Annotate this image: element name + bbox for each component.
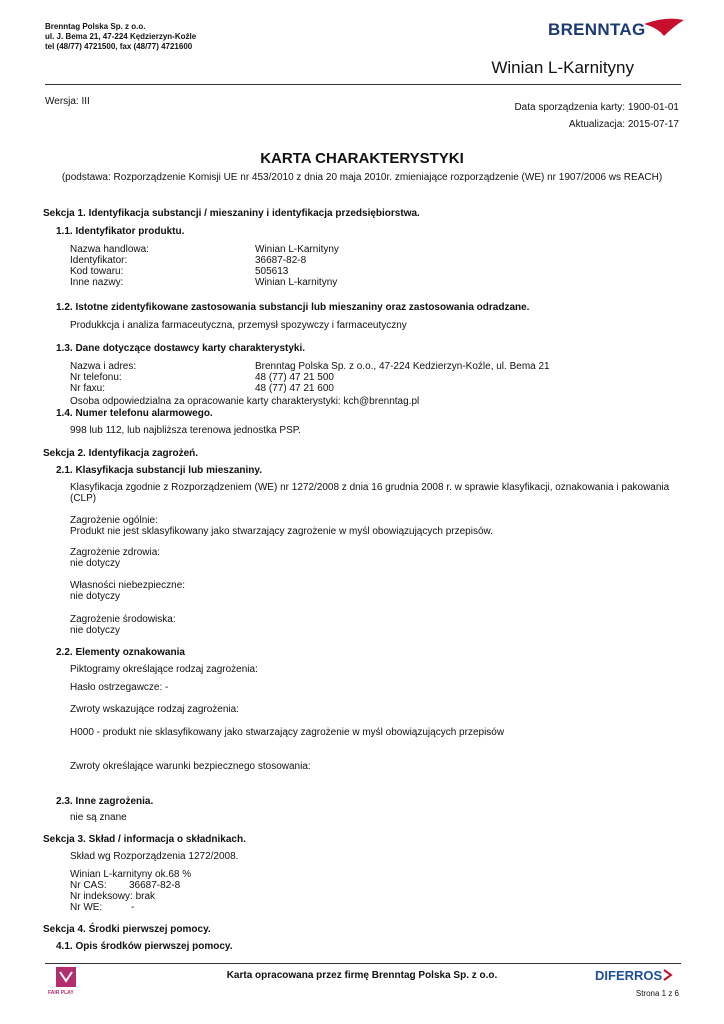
we-row <box>70 902 191 913</box>
value-product-code: 505613 <box>255 266 289 277</box>
diferros-text: DIFERROS <box>595 968 663 983</box>
footer-divider <box>45 963 681 964</box>
value-phone: 48 (77) 47 21 500 <box>255 372 334 383</box>
environmental-hazard-label: Zagrożenie środowiska: <box>70 614 176 625</box>
product-title: Winian L-Karnityny <box>491 58 634 77</box>
general-hazard-text: Produkt nie jest sklasyfikowany jako stwarzający zagrożenie w myśl obowiązujących przepisów. <box>70 526 493 537</box>
updated-date: Aktualizacja: 2015-07-17 <box>568 119 679 130</box>
value-name-address: Brenntag Polska Sp. z o.o., 47-224 Kedzierzyn-Koźle, ul. Bema 21 <box>255 361 550 372</box>
section-1-title: Sekcja 1. Identyfikacja substancji / mieszaniny i identyfikacja przedsiębiorstwa. <box>43 208 420 219</box>
component-block <box>70 869 191 913</box>
section-4-1-title: 4.1. Opis środków pierwszej pomocy. <box>56 941 233 952</box>
pictograms-text: Piktogramy określające rodzaj zagrożenia: <box>70 664 258 675</box>
health-hazard <box>70 547 160 569</box>
supplier-values <box>255 361 550 394</box>
classification-text <box>70 482 669 504</box>
we-label: Nr WE: <box>70 902 103 913</box>
section-1-1-title: 1.1. Identyfikator produktu. <box>56 226 185 237</box>
emergency-phone-text: 998 lub 112, lub najbliższa terenowa jednostka PSP. <box>70 425 301 436</box>
environmental-hazard <box>70 614 176 636</box>
brenntag-logo <box>548 14 686 54</box>
composition-text: Skład wg Rozporządzenia 1272/2008. <box>70 851 239 862</box>
section-2-2-title: 2.2. Elementy oznakowania <box>56 647 185 658</box>
value-identifier: 36687-82-8 <box>255 255 307 266</box>
company-phone: tel (48/77) 4721500, fax (48/77) 4721600 <box>45 42 193 51</box>
classification-line-2: (CLP) <box>70 493 97 504</box>
company-name: Brenntag Polska Sp. z o.o. <box>45 22 146 31</box>
dates <box>514 99 679 133</box>
version: Wersja: III <box>45 96 90 107</box>
health-hazard-text: nie dotyczy <box>70 558 121 569</box>
product-id-values <box>255 244 339 288</box>
section-2-title: Sekcja 2. Identyfikacja zagrożeń. <box>43 448 199 459</box>
label-product-code: Kod towaru: <box>70 266 124 277</box>
value-trade-name: Winian L-Karnityny <box>255 244 339 255</box>
section-4-title: Sekcja 4. Środki pierwszej pomocy. <box>43 924 211 935</box>
p-phrases-label: Zwroty określające warunki bezpiecznego stosowania: <box>70 761 311 772</box>
document-title: KARTA CHARAKTERYSTYKI <box>260 150 464 167</box>
diferros-arrow-icon <box>663 969 673 981</box>
created-date: Data sporządzenia karty: 1900-01-01 <box>514 102 679 113</box>
fair-play-label: FAIR PLAY <box>48 990 74 996</box>
label-other-names: Inne nazwy: <box>70 277 124 288</box>
value-fax: 48 (77) 47 21 600 <box>255 383 334 394</box>
dangerous-properties-text: nie dotyczy <box>70 591 121 602</box>
label-phone: Nr telefonu: <box>70 372 122 383</box>
h-phrases-label: Zwroty wskazujące rodzaj zagrożenia: <box>70 704 239 715</box>
logo-text: BRENNTAG <box>548 20 646 39</box>
section-3-title: Sekcja 3. Skład / informacja o składnikach. <box>43 834 246 845</box>
section-1-4-title: 1.4. Numer telefonu alarmowego. <box>56 408 213 419</box>
product-id-labels <box>70 244 149 288</box>
label-name-address: Nazwa i adres: <box>70 361 137 372</box>
general-hazard-label: Zagrożenie ogólnie: <box>70 515 158 526</box>
footer-text: Karta opracowana przez firmę Brenntag Polska Sp. z o.o. <box>226 970 498 981</box>
logo-swoosh-icon <box>548 14 686 54</box>
health-hazard-label: Zagrożenie zdrowia: <box>70 547 161 558</box>
section-1-2-title: 1.2. Istotne zidentyfikowane zastosowania substancji lub mieszaniny oraz zastosowania odradzane. <box>56 302 530 313</box>
signal-word: Hasło ostrzegawcze: - <box>70 682 169 693</box>
environmental-hazard-text: nie dotyczy <box>70 625 121 636</box>
company-street: ul. J. Bema 21, 47-224 Kędzierzyn-Koźle <box>45 32 197 41</box>
h000-statement: H000 - produkt nie sklasyfikowany jako stwarzający zagrożenie w myśl obowiązujących przepisów <box>70 727 505 738</box>
page-number: Strona 1 z 6 <box>635 989 679 998</box>
section-2-1-title: 2.1. Klasyfikacja substancji lub mieszaniny. <box>56 465 263 476</box>
diferros-logo <box>595 968 673 983</box>
component-name: Winian L-karnityny ok.68 % <box>70 869 192 880</box>
general-hazard <box>70 515 493 537</box>
section-2-3-title: 2.3. Inne zagrożenia. <box>56 796 154 807</box>
classification-line-1: Klasyfikacja zgodnie z Rozporządzeniem (WE) nr 1272/2008 z dnia 16 grudnia 2008 r. w sprawie klasyfikacji, oznakowania i pakowania <box>70 482 670 493</box>
supplier-labels <box>70 361 136 394</box>
label-fax: Nr faxu: <box>70 383 106 394</box>
label-identifier: Identyfikator: <box>70 255 128 266</box>
we-value: - <box>131 902 135 913</box>
header-divider <box>45 84 681 85</box>
other-hazards-text: nie są znane <box>70 812 127 823</box>
responsible-person: Osoba odpowiedzialna za opracowanie karty charakterystyki: kch@brenntag.pl <box>70 396 420 407</box>
cas-label: Nr CAS: <box>70 880 107 891</box>
legal-basis: (podstawa: Rozporządzenie Komisji UE nr 453/2010 z dnia 20 maja 2010r. zmieniające rozporządzenie (WE) nr 1907/2006 ws REACH) <box>61 172 663 183</box>
value-other-names: Winian L-karnityny <box>255 277 338 288</box>
index-number: Nr indeksowy: brak <box>70 891 156 902</box>
cas-value: 36687-82-8 <box>129 880 181 891</box>
company-address <box>45 22 196 52</box>
label-trade-name: Nazwa handlowa: <box>70 244 149 255</box>
section-1-3-title: 1.3. Dane dotyczące dostawcy karty charakterystyki. <box>56 343 306 354</box>
section-1-2-text: Produkkcja i analiza farmaceutyczna, przemysł spozywczy i farmaceutyczny <box>70 320 407 331</box>
dangerous-properties-label: Własności niebezpieczne: <box>70 580 186 591</box>
dangerous-properties <box>70 580 185 602</box>
cas-row <box>70 880 191 891</box>
